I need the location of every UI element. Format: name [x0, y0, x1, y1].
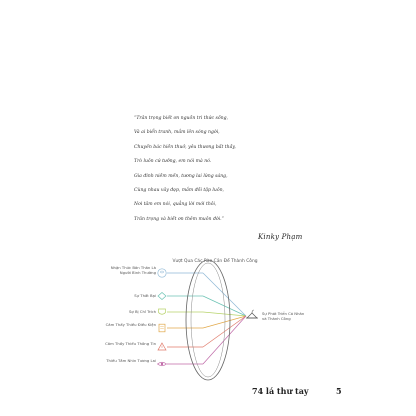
growth-hanger-icon [246, 310, 258, 318]
barrier-label: Thiếu Tầm Nhìn Tương Lai [106, 358, 156, 363]
shield-icon [159, 309, 166, 314]
connector-lines [167, 273, 246, 364]
book-title: 74 lá thư tay [252, 386, 309, 396]
warning-icon [158, 343, 166, 350]
connector-line-out [203, 316, 246, 328]
lens-inner [191, 263, 225, 377]
diamond-icon [158, 293, 166, 300]
eye-icon [158, 362, 167, 366]
barrier-label: Nhận Thức Bản Thân Là Người Bình Thường [110, 265, 156, 275]
barrier-label: Cảm Thấy Thiếu Thông Tin [105, 341, 156, 346]
poem-line: Cùng nhau vây đẹp, mắm đồi tập luôn, [134, 188, 225, 194]
barrier-label: Cảm Thấy Thiếu Điều Kiện [105, 322, 156, 327]
brain-head-icon [158, 269, 166, 277]
poem-line: Trân trọng và biết ơn thêm muôn đời.” [134, 216, 224, 222]
result-label: Sự Phát Triển Cá Nhân và Thành Công [262, 311, 305, 321]
connector-line-out [203, 316, 246, 364]
poem-line: Gia đình niềm mến, tương lai lừng sáng, [134, 173, 228, 179]
poem-line: Chuyến bác hiền thuở, yêu thương bất thầy, [134, 144, 236, 150]
document-icon [159, 324, 165, 332]
poem-line: “Trân trọng biết ơn nguồn tri thức sống, [134, 116, 229, 121]
poem-signature: Kinky Phạm [258, 233, 303, 241]
poem-line: Và ai biển tranh, mắm lên sóng ngời, [134, 130, 220, 136]
barrier-label: Sự Thất Bại [134, 293, 156, 298]
poem-line: Nơi tâm em nói, quẳng lời mới thôi, [134, 202, 217, 208]
poem-line: Trò luôn cứ tưởng, em nói mà nó. [134, 159, 212, 165]
page-number: 5 [336, 386, 342, 396]
connector-line-out [203, 312, 246, 316]
diagram-title: Vượt Qua Các Rào Cản Để Thành Công [172, 259, 258, 264]
barrier-label: Sợ Bị Chỉ Trích [129, 309, 156, 314]
